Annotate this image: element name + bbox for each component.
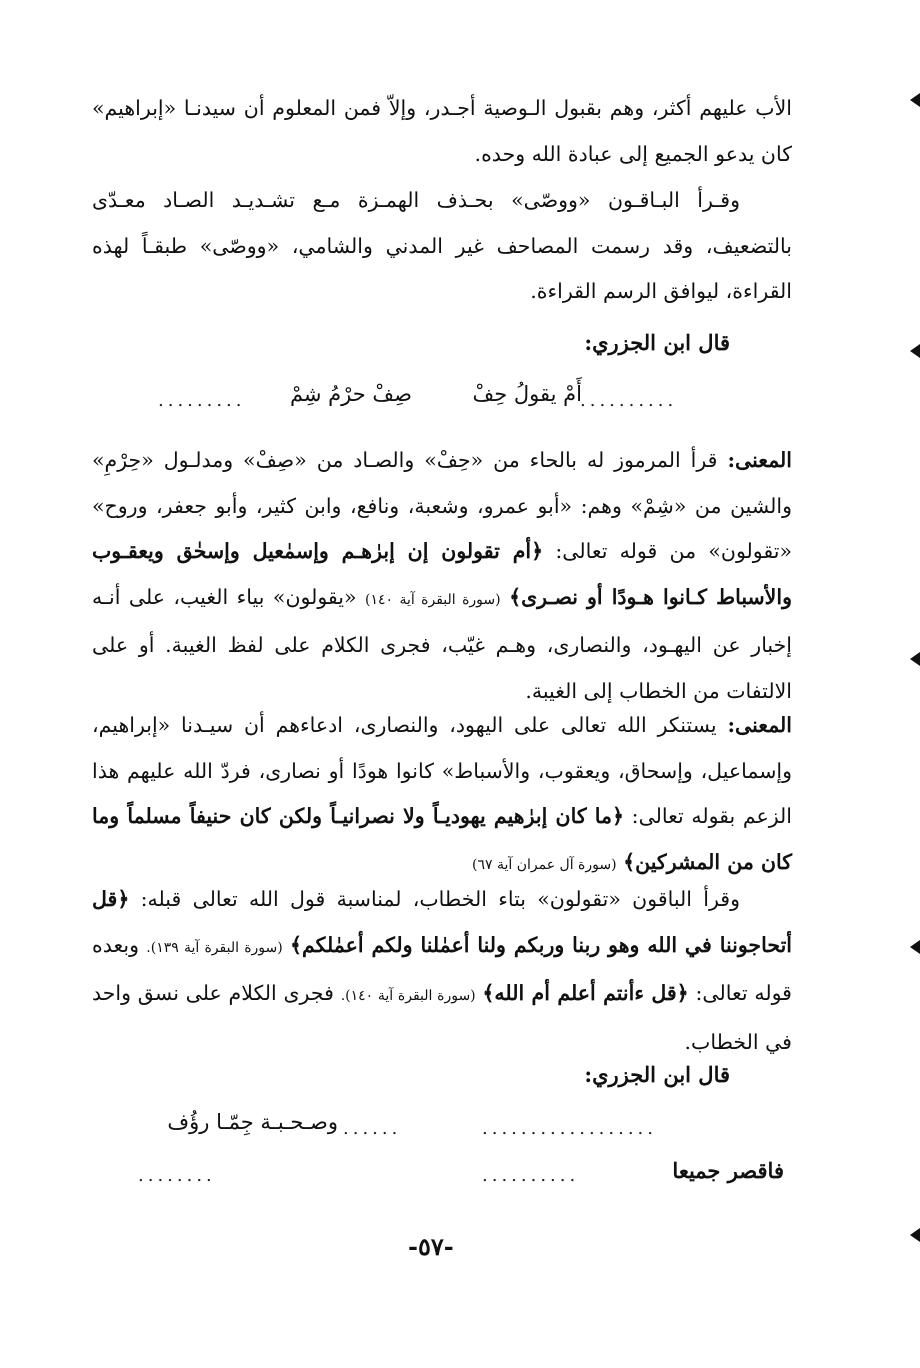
paragraph-4-text: يستنكر الله تعالى على اليهود، والنصارى، ادعاءهم أن سيـدنا «إبراهيم، وإسماعيل، وإسحاق، ويعقوب، والأسباط» كانوا هودًا أو نصارى، فردّ الله عليهم هذا الزعم بقوله تعالى:	[92, 713, 792, 828]
verse-1-part-b: صِفْ حرْمُ شِمْ	[289, 382, 412, 406]
margin-mark	[910, 344, 920, 358]
paragraph-2: وقـرأ البـاقـون «ووصّى» بحـذف الهمـزة مـع تشـديـد الصـاد معـدّى بالتضعيف، وقد رسمت المصاحف غير المدني والشامي، «ووصّى» طبقـاً لهذه القراءة، ليوافق الرسم القراءة.	[92, 188, 792, 303]
paragraph-3	[92, 438, 792, 714]
meaning-label: المعنى:	[727, 713, 792, 737]
verse-2-dots-right: ..................	[482, 1118, 657, 1139]
paragraph-5	[92, 877, 792, 1065]
heading-ibn-al-jazari-2: قال ابن الجزري:	[584, 1062, 730, 1087]
quran-ref-2: (سورة آل عمران آية ٦٧)	[472, 856, 617, 873]
quran-ref-4: (سورة البقرة آية ١٤٠).	[340, 988, 476, 1004]
quran-ref-3: (سورة البقرة آية ١٣٩).	[146, 939, 283, 956]
margin-mark	[910, 1228, 920, 1242]
paragraph-5-text: وقرأ الباقون «تقولون» بتاء الخطاب، لمناسبة قول الله تعالى قبله:	[140, 887, 740, 911]
paragraph-5-text-c: فجرى الكلام على نسق واحد في الخطاب.	[92, 981, 792, 1054]
verse-3-text: فاقصر جميعا	[672, 1158, 784, 1183]
quran-quote-4: ﴿قل ءأنتم أعلم أم الله﴾	[482, 981, 689, 1005]
margin-mark	[910, 93, 920, 107]
page-number: -٥٧-	[408, 1232, 454, 1261]
margin-mark	[910, 652, 920, 666]
quran-quote-2: ﴿ما كان إبرٰهيم يهوديـاً ولا نصرانيـاً ولكن كان حنيفاً مسلماً وما كان من المشركين﴾	[92, 804, 792, 874]
verse-1-dots-left: .........	[158, 390, 246, 411]
verse-2-text: وصـحـبـة جِمّـا رؤُف	[167, 1110, 338, 1134]
verse-1-dots-right: ..........	[580, 390, 678, 411]
verse-2-dots-middle: ......	[343, 1118, 402, 1139]
verse-3-dots-left: ........	[138, 1165, 216, 1186]
heading-ibn-al-jazari-1: قال ابن الجزري:	[584, 330, 730, 355]
meaning-label: المعنى:	[727, 448, 792, 472]
paragraph-3-text: قرأ المرموز له بالحاء من «حِفْ» والصـاد من «صِفْ» ومدلـول «حِرْمِ» والشين من «شِمْ» وهم: «أبو عمرو، وشعبة، ونافع، وابن كثير، وأبو جعفر، وروح» «تقولون» من قوله تعالى:	[92, 448, 792, 563]
paragraph-5-text-b: وبعده قوله تعالى:	[92, 932, 792, 1005]
margin-mark	[910, 940, 920, 954]
paragraph-3-text-b: «يقولون» بياء الغيب، على أنـه إخبار عن اليهـود، والنصارى، وهـم غيّب، فجرى الكلام على لفظ الغيبة. أو على الالتفات من الخطاب إلى الغيبة.	[92, 584, 792, 703]
verse-1-part-a: أَمْ يقولُ حِفْ	[472, 382, 582, 406]
quran-quote-1: ﴿أم تقولون إن إبرٰهـم وإسمٰعيل وإسحٰق ويعقـوب والأسباط كـانوا هـودًا أو نصـرى﴾	[92, 539, 792, 609]
paragraph-1: الأب عليهم أكثر، وهم بقبول الـوصية أجـدر، وإلاّ فمن المعلوم أن سيدنـا «إبراهيم» كان يدعو الجميع إلى عبادة الله وحده.	[92, 96, 792, 166]
paragraph-4	[92, 703, 792, 888]
verse-3-dots-middle: ..........	[482, 1165, 580, 1186]
quran-ref-1: (سورة البقرة آية ١٤٠)	[365, 591, 501, 608]
quran-quote-3: ﴿قل أتحاجوننا في الله وهو ربنا وربكم ولنا أعمٰلنا ولكم أعمٰلكم﴾	[92, 887, 792, 957]
